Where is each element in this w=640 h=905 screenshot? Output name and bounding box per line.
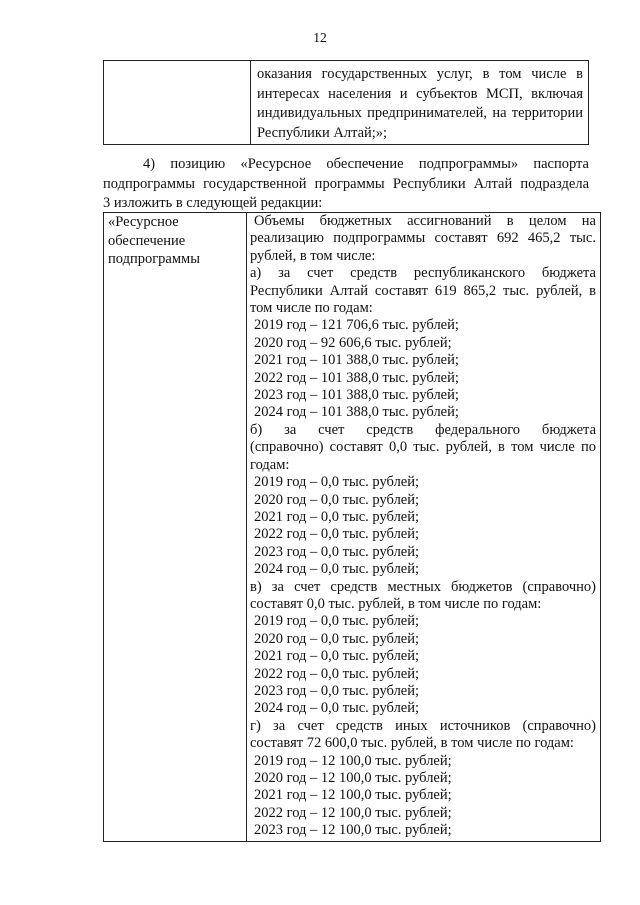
source-heading-line: том числе по годам: [250,300,373,317]
paragraph-line: 3 изложить в следующей редакции: [103,195,323,211]
top-table-line: индивидуальных предпринимателей, на территории [257,105,583,121]
source-heading-line: составят 72 600,0 тыс. рублей, в том числе по годам: [250,735,574,752]
continued-table-fragment [103,60,589,145]
top-table-line: интересах населения и субъектов МСП, включая [257,85,583,102]
top-table-right-cell [257,65,583,143]
year-amount-line: 2019 год – 0,0 тыс. рублей; [254,613,420,630]
year-amount-line: 2020 год – 0,0 тыс. рублей; [254,630,420,647]
year-amount-line: 2024 год – 0,0 тыс. рублей; [254,561,420,578]
year-amount-line: 2021 год – 0,0 тыс. рублей; [254,648,420,665]
year-amount-line: 2021 год – 101 388,0 тыс. рублей; [254,352,459,369]
year-amount-line: 2023 год – 0,0 тыс. рублей; [254,682,420,699]
column-divider [246,213,247,841]
source-heading-line: годам: [250,456,290,473]
year-amount-line: 2021 год – 0,0 тыс. рублей; [254,508,420,525]
year-amount-line: 2019 год – 0,0 тыс. рублей; [254,474,420,491]
paragraph-line: подпрограммы государственной программы Республики Алтай подраздела [103,175,589,192]
total-line: реализацию подпрограммы составят 692 465,2 тыс. [250,230,596,247]
position-name-line: обеспечение [108,232,186,249]
source-heading-line: в) за счет средств местных бюджетов (справочно) [250,578,596,595]
year-amount-line: 2023 год – 101 388,0 тыс. рублей; [254,387,459,404]
position-content-cell [250,213,596,840]
paragraph-line: 4) позицию «Ресурсное обеспечение подпрограммы» паспорта [143,156,589,172]
year-amount-line: 2020 год – 12 100,0 тыс. рублей; [254,770,452,786]
source-heading-line: (справочно) составят 0,0 тыс. рублей, в том числе по [250,439,596,456]
year-amount-line: 2022 год – 0,0 тыс. рублей; [254,526,420,543]
source-heading-line: г) за счет средств иных источников (справочно) [250,717,596,734]
year-amount-line: 2023 год – 0,0 тыс. рублей; [254,543,420,560]
source-heading-line: а) за счет средств республиканского бюджета [250,265,596,282]
year-amount-line: 2024 год – 101 388,0 тыс. рублей; [254,404,459,421]
year-amount-line: 2023 год – 12 100,0 тыс. рублей; [254,822,452,839]
position-name-cell [108,213,240,269]
position-name-line: подпрограммы [108,251,200,267]
year-amount-line: 2022 год – 101 388,0 тыс. рублей; [254,369,459,386]
resource-provision-table [103,212,601,842]
year-amount-line: 2022 год – 12 100,0 тыс. рублей; [254,804,452,821]
page-number: 12 [313,30,327,45]
year-amount-line: 2019 год – 12 100,0 тыс. рублей; [254,752,452,769]
column-divider [250,61,251,144]
year-amount-line: 2019 год – 121 706,6 тыс. рублей; [254,317,459,334]
source-heading-line: составят 0,0 тыс. рублей, в том числе по годам: [250,595,542,612]
top-table-line: Республики Алтай;»; [257,124,388,141]
total-line: Объемы бюджетных ассигнований в целом на [254,213,596,229]
amendment-paragraph [103,155,589,214]
year-amount-line: 2020 год – 92 606,6 тыс. рублей; [254,334,452,351]
total-line: рублей, в том числе: [250,247,376,264]
source-heading-line: б) за счет средств федерального бюджета [250,421,596,438]
source-heading-line: Республики Алтай составят 619 865,2 тыс. рублей, в [250,282,596,299]
year-amount-line: 2020 год – 0,0 тыс. рублей; [254,491,420,508]
top-table-line: оказания государственных услуг, в том числе в [257,66,583,82]
year-amount-line: 2024 год – 0,0 тыс. рублей; [254,700,420,717]
position-name-line: «Ресурсное [108,214,179,230]
year-amount-line: 2021 год – 12 100,0 тыс. рублей; [254,787,452,804]
year-amount-line: 2022 год – 0,0 тыс. рублей; [254,665,420,682]
